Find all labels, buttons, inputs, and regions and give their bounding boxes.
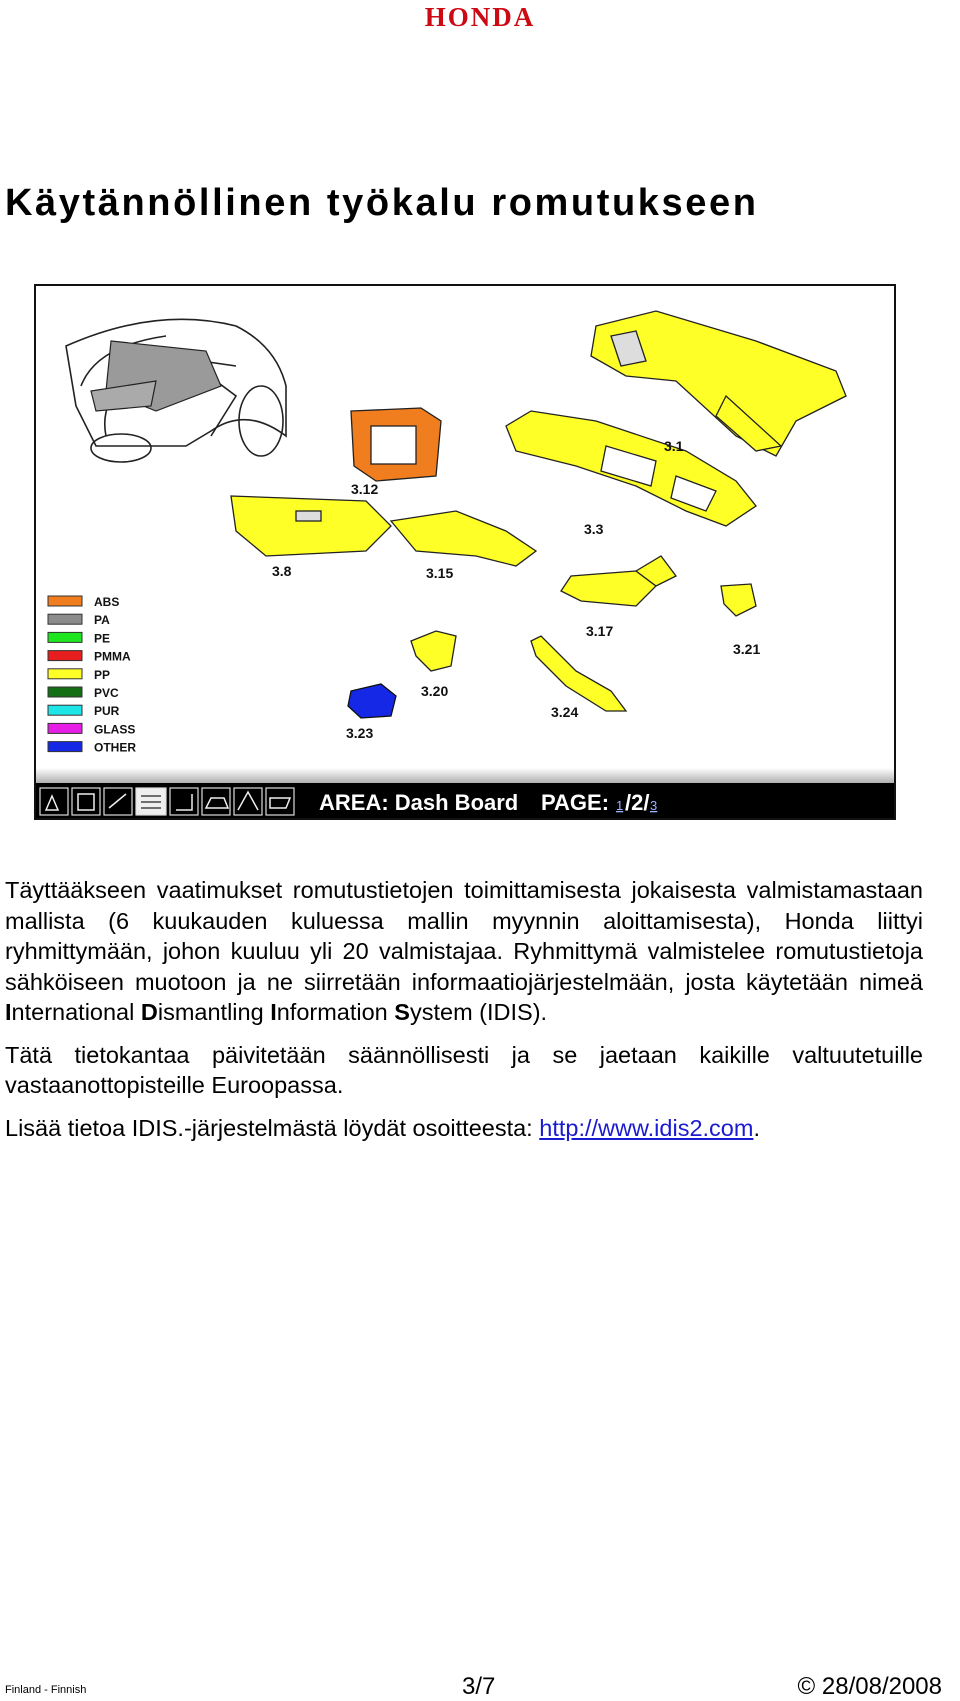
part-label: 3.8 — [272, 563, 292, 579]
honda-logo: HONDA — [424, 2, 536, 32]
legend-label: PUR — [94, 704, 120, 719]
part-3-24-trim-strip — [531, 636, 626, 711]
material-legend — [48, 595, 136, 755]
idis-initial: S — [394, 999, 410, 1025]
idis-word: nformation — [276, 999, 395, 1025]
area-label: AREA: Dash Board — [319, 790, 519, 815]
idis-initial: I — [270, 999, 277, 1025]
part-3-23-blue-part — [348, 684, 396, 718]
idis-word: ismantling — [157, 999, 271, 1025]
footer-page-number: 3/7 — [462, 1673, 496, 1700]
part-3-15-center-bracket — [391, 511, 536, 566]
page-link-next[interactable]: 3 — [650, 798, 658, 813]
page-current: /2/ — [625, 790, 650, 815]
part-3-20-duct — [411, 631, 456, 671]
more-info-text: Lisää tietoa IDIS.-järjestelmästä löydät osoitteesta: — [5, 1114, 540, 1141]
paragraph-text: Täyttääkseen vaatimukset romutustietojen toimittamisesta jokaisesta valmistamastaan mallista (6 kuukauden kuluessa mallin myynnin aloittamisesta), Honda liittyi ryhmittymään, johon kuuluu yli 20 valmistajaa. Ryhmittymä valmistelee romutustietoja sähköiseen muotoon ja ne siirretään informaatiojärjestelmään, josta käytetään nimeä — [5, 877, 923, 995]
body-text — [5, 875, 923, 1155]
legend-label: OTHER — [94, 740, 136, 755]
legend-label: ABS — [94, 595, 120, 609]
paragraph-more-info — [5, 1113, 923, 1144]
part-3-8-glove-box — [231, 496, 391, 556]
part-label: 3.23 — [346, 725, 374, 741]
legend-swatch — [48, 632, 82, 642]
legend-swatch — [48, 614, 82, 624]
legend-label: PP — [94, 667, 111, 682]
part-3-3-instrument-panel — [506, 411, 756, 526]
idis-link[interactable]: http://www.idis2.com — [539, 1114, 754, 1141]
legend-swatch — [48, 669, 82, 679]
part-3-12-audio-bezel — [351, 408, 441, 481]
legend-swatch — [48, 687, 82, 697]
legend-swatch — [48, 705, 82, 715]
idis-initial: I — [5, 999, 12, 1025]
footer-locale: Finland - Finnish — [5, 1684, 87, 1696]
legend-label: PA — [94, 613, 110, 628]
legend-label: PMMA — [94, 649, 131, 664]
idis-word: ystem (IDIS). — [409, 999, 548, 1025]
part-label: 3.15 — [426, 565, 454, 581]
page-label: PAGE: — [541, 790, 610, 815]
part-label: 3.3 — [584, 521, 604, 537]
car-dashboard-grey — [91, 341, 221, 411]
idis-word: nternational — [11, 999, 141, 1025]
legend-label: PVC — [94, 686, 119, 700]
legend-label: GLASS — [94, 722, 136, 737]
dashboard-parts-figure — [34, 284, 896, 820]
page-title: Käytännöllinen työkalu romutukseen — [5, 182, 759, 224]
part-3-21-small-bracket — [721, 584, 756, 616]
paragraph-consortium — [5, 875, 923, 1028]
legend-swatch — [48, 742, 82, 752]
legend-swatch — [48, 596, 82, 606]
part-label: 3.1 — [664, 438, 684, 454]
more-info-end: . — [753, 1114, 760, 1141]
part-label: 3.12 — [351, 481, 379, 497]
paragraph-database: Tätä tietokantaa päivitetään säännöllisesti ja se jaetaan kaikille valtuutetuille vastaanottopisteille Euroopassa. — [5, 1041, 923, 1098]
part-label: 3.17 — [586, 623, 614, 639]
part-3-17-console-part — [561, 556, 676, 606]
legend-swatch — [48, 651, 82, 661]
legend-swatch — [48, 723, 82, 733]
page-link-prev[interactable]: 1 — [616, 798, 624, 813]
legend-label: PE — [94, 631, 111, 646]
idis-initial: D — [140, 999, 158, 1025]
part-label: 3.20 — [421, 683, 449, 699]
footer-copyright-date: © 28/08/2008 — [797, 1673, 942, 1700]
part-label: 3.24 — [551, 704, 579, 720]
viewer-toolbar — [36, 768, 894, 818]
part-label: 3.21 — [733, 641, 761, 657]
